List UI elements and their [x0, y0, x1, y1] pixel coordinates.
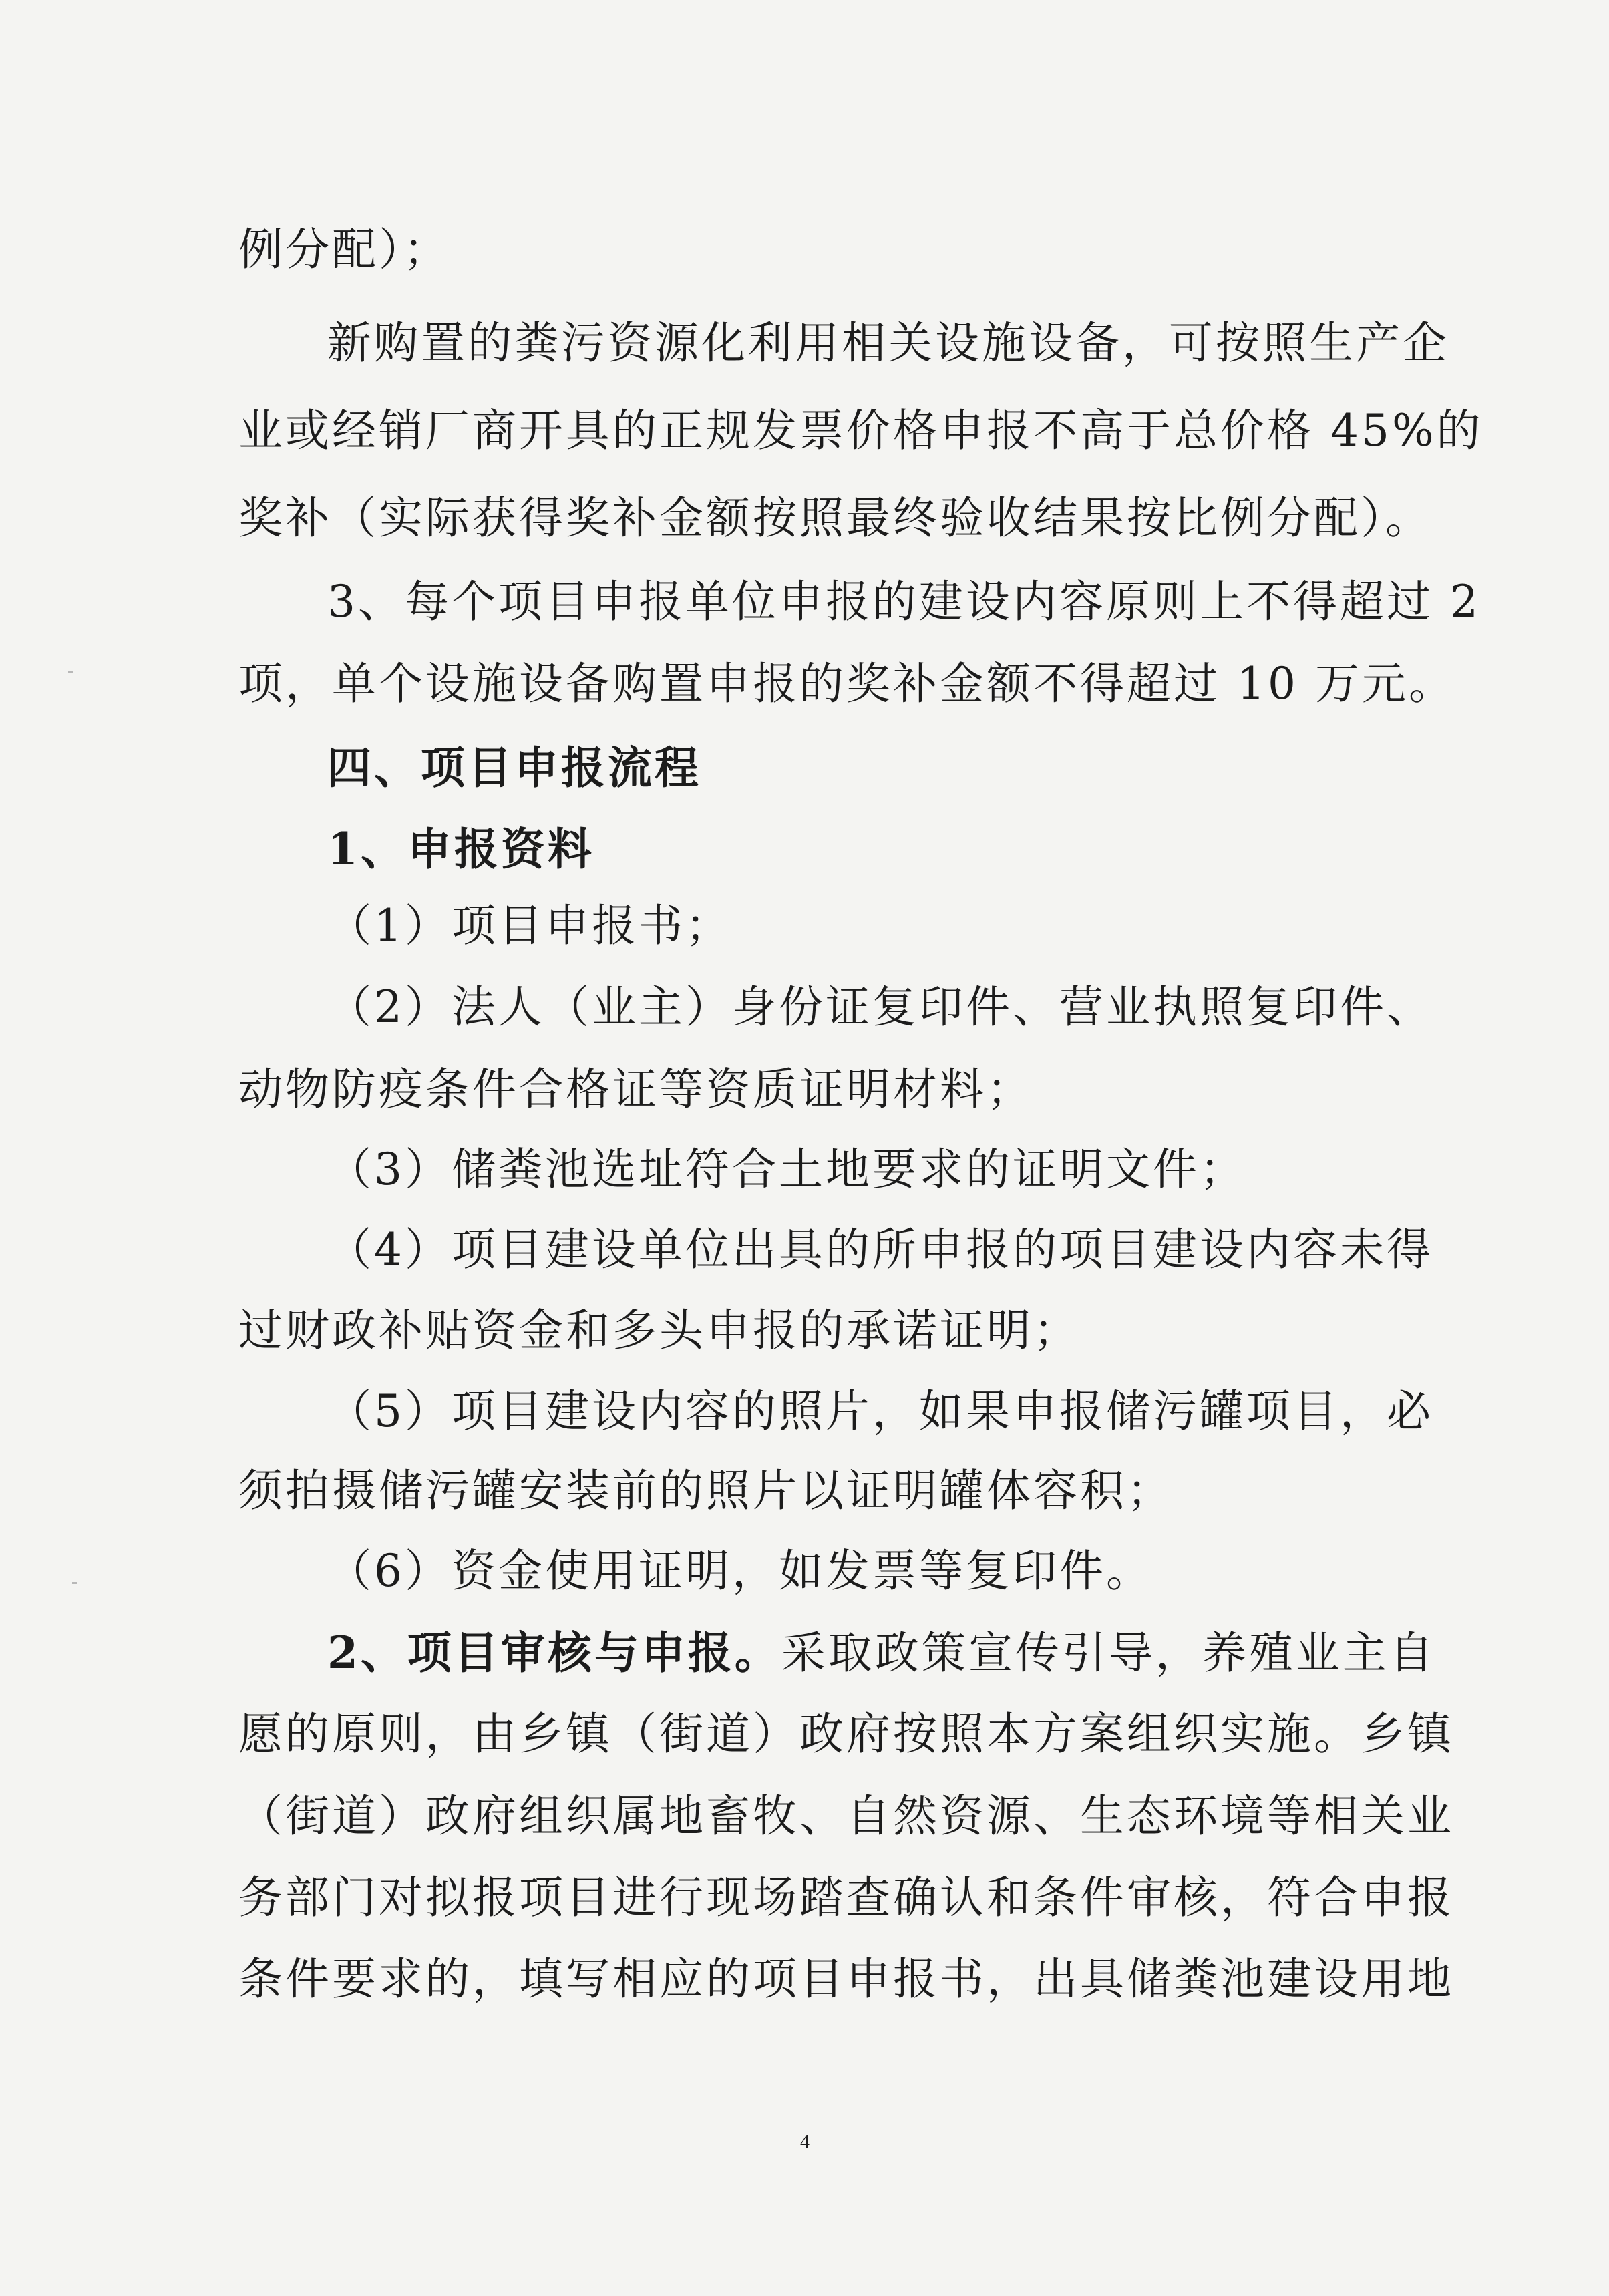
text-line: 过财政补贴资金和多头申报的承诺证明；	[238, 1305, 1080, 1356]
text-line: 愿的原则，由乡镇（街道）政府按照本方案组织实施。乡镇	[238, 1708, 1454, 1760]
subsection-heading: 1、申报资料	[327, 823, 594, 875]
text-line: 动物防疫条件合格证等资质证明材料；	[238, 1063, 1033, 1115]
text-line: 3、每个项目申报单位申报的建设内容原则上不得超过 2	[327, 576, 1481, 627]
scan-artifact	[68, 671, 73, 673]
text-line: 例分配）；	[238, 224, 450, 275]
text-line: 项，单个设施设备购置申报的奖补金额不得超过 10 万元。	[238, 658, 1455, 709]
list-item: （1）项目申报书；	[327, 900, 732, 951]
section-heading: 四、项目申报流程	[327, 742, 701, 794]
text-line: （街道）政府组织属地畜牧、自然资源、生态环境等相关业	[238, 1790, 1454, 1842]
list-item: （4）项目建设单位出具的所申报的项目建设内容未得	[327, 1224, 1433, 1275]
page-number: 4	[800, 2132, 810, 2152]
text-line: 务部门对拟报项目进行现场踏查确认和条件审核，符合申报	[238, 1872, 1454, 1923]
text-line	[327, 1626, 1436, 1679]
list-item: （5）项目建设内容的照片，如果申报储污罐项目，必	[327, 1385, 1433, 1437]
list-item: （6）资金使用证明，如发票等复印件。	[327, 1545, 1153, 1597]
text-line: 条件要求的，填写相应的项目申报书，出具储粪池建设用地	[238, 1953, 1454, 2005]
text-line: 奖补（实际获得奖补金额按照最终验收结果按比例分配）。	[238, 492, 1432, 544]
text-line: 须拍摄储污罐安装前的照片以证明罐体容积；	[238, 1465, 1174, 1516]
scan-artifact	[72, 1582, 77, 1584]
inline-heading: 2、项目审核与申报。	[327, 1627, 781, 1679]
list-item: （3）储粪池选址符合土地要求的证明文件；	[327, 1144, 1246, 1195]
text-line: 业或经销厂商开具的正规发票价格申报不高于总价格 45%的	[238, 405, 1483, 456]
inline-text: 采取政策宣传引导，养殖业主自	[781, 1627, 1436, 1679]
list-item: （2）法人（业主）身份证复印件、营业执照复印件、	[327, 981, 1433, 1033]
text-line: 新购置的粪污资源化利用相关设施设备，可按照生产企	[327, 317, 1449, 369]
